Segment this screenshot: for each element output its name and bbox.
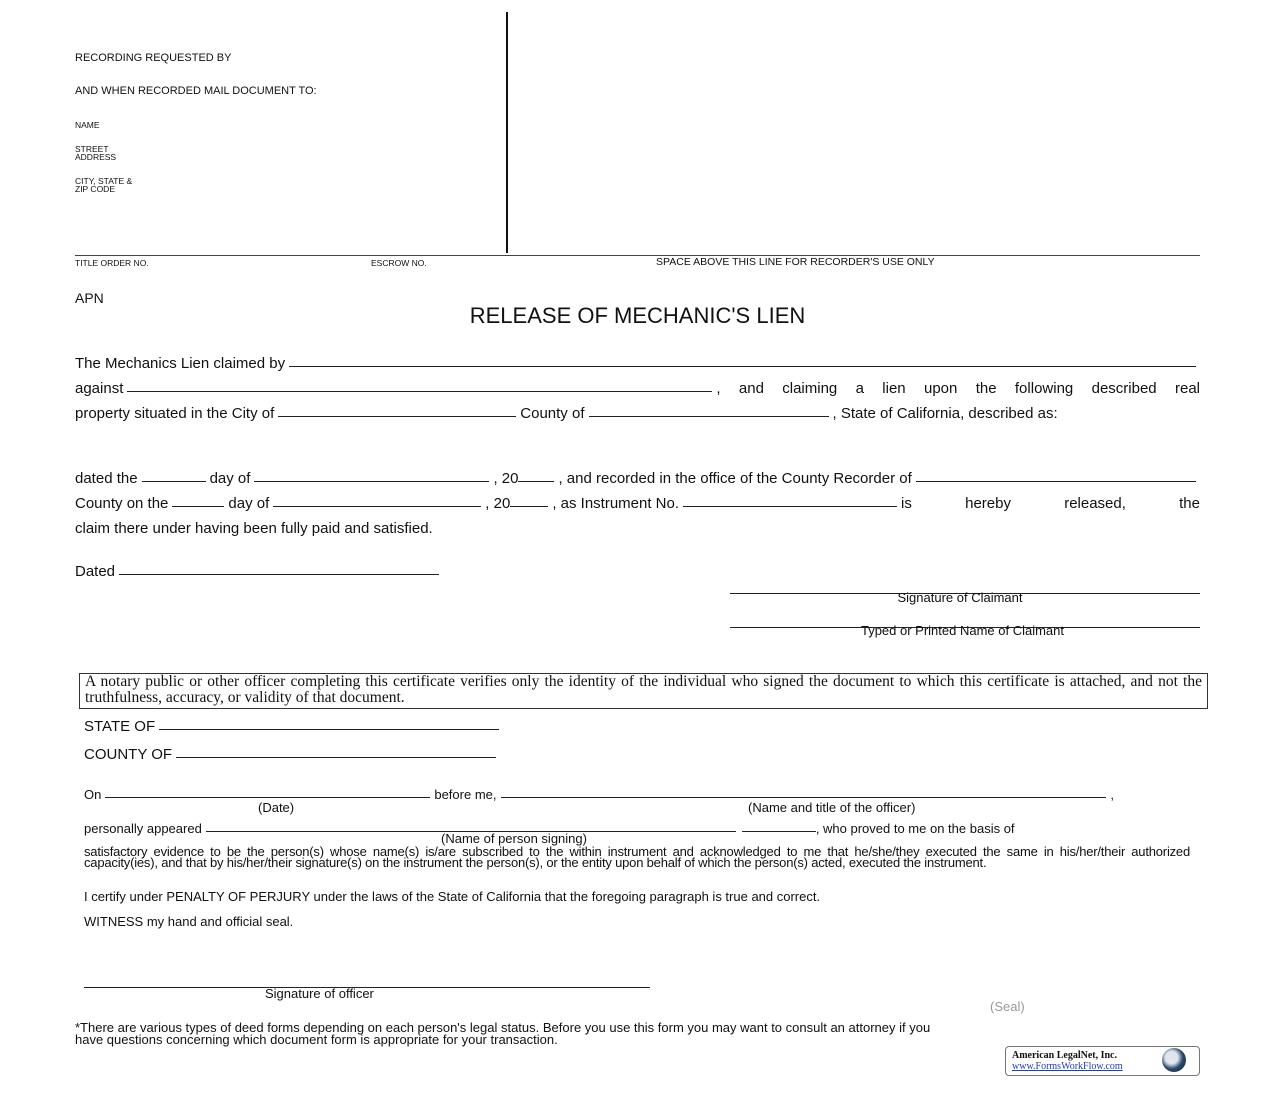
footer-note-2: have questions concerning which document form is appropriate for your transaction.: [75, 1032, 558, 1047]
body-line-2: [75, 380, 1200, 397]
logo-company: American LegalNet, Inc.: [1012, 1050, 1117, 1061]
evidence-paragraph: satisfactory evidence to be the person(s) whose name(s) is/are subscribed to the within instrument and acknowledged to me that he/she/they executed the same in his/her/their authorized capacity(ies), and that by his/her/their signature(s) on the instrument the person(s), or the entity upon behalf of which the person(s) acted, executed the instrument.: [84, 844, 1190, 870]
header-vertical-divider: [506, 12, 508, 253]
seal-label: (Seal): [990, 999, 1025, 1014]
county-on-text: County on the: [75, 495, 169, 512]
dated-the-text: dated the: [75, 470, 138, 487]
officer-blank[interactable]: [501, 796, 1107, 798]
notary-disclaimer-box: A notary public or other officer completing this certificate verifies only the identity of the individual who signed the document to which this certificate is attached, and not the truthfulness, accuracy, or validity of that document.: [79, 673, 1208, 709]
city-blank[interactable]: [278, 415, 516, 417]
recorder-use-label: SPACE ABOVE THIS LINE FOR RECORDER'S USE ONLY: [656, 256, 935, 268]
state-text: , State of California, described as:: [832, 405, 1058, 422]
year-prefix: , 20: [493, 470, 519, 487]
dated-line: [75, 563, 443, 580]
comma: ,: [1110, 787, 1114, 802]
year-blank-2[interactable]: [510, 505, 548, 507]
name-label: NAME: [75, 120, 100, 130]
date-blank[interactable]: [105, 796, 430, 798]
before-me-label: before me,: [434, 787, 497, 802]
day-of-text: day of: [209, 470, 251, 487]
instrument-blank[interactable]: [683, 505, 897, 507]
state-blank[interactable]: [159, 728, 499, 730]
personally-appeared-line: [84, 821, 1114, 836]
title-order-label: TITLE ORDER NO.: [75, 258, 149, 268]
body-line-4: [75, 470, 1200, 487]
claimant-blank[interactable]: [289, 365, 1196, 367]
year-prefix-2: , 20: [485, 495, 511, 512]
county-of-label: COUNTY OF: [84, 746, 173, 763]
county-of-line: [84, 746, 500, 763]
page-title: RELEASE OF MECHANIC'S LIEN: [469, 303, 806, 328]
day-blank[interactable]: [142, 480, 206, 482]
year-blank[interactable]: [518, 480, 554, 482]
mail-to-label: AND WHEN RECORDED MAIL DOCUMENT TO:: [75, 85, 317, 97]
on-date-line: [84, 787, 1114, 802]
day-of-text-2: day of: [228, 495, 270, 512]
signer-label: (Name of person signing): [441, 831, 587, 846]
city-label-2: ZIP CODE: [75, 184, 115, 194]
body-line-5: [75, 495, 1200, 512]
body-line-6: claim there under having been fully paid and satisfied.: [75, 520, 433, 537]
claiming-lien-text: , and claiming a lien upon the following described real: [716, 380, 1200, 397]
globe-icon: [1162, 1048, 1186, 1072]
county-blank[interactable]: [589, 415, 829, 417]
city-label-1: CITY, STATE &: [75, 176, 133, 186]
who-proved-text: , who proved to me on the basis of: [815, 821, 1015, 836]
against-blank[interactable]: [127, 390, 712, 392]
dated-blank[interactable]: [119, 573, 439, 575]
body-line-1: [75, 355, 1200, 372]
typed-name-label: Typed or Printed Name of Claimant: [860, 623, 1065, 638]
county-of-text: County of: [520, 405, 585, 422]
footer-note-1: *There are various types of deed forms depending on each person's legal status. Before you use this form you may want to consult an attorney if you: [75, 1020, 931, 1035]
month-blank[interactable]: [254, 480, 489, 482]
witness-text: WITNESS my hand and official seal.: [84, 914, 294, 929]
city-of-text: property situated in the City of: [75, 405, 275, 422]
recorder-line: [75, 255, 1200, 256]
signer-blank-2[interactable]: [742, 830, 816, 832]
against-text: against: [75, 380, 124, 397]
street-label-1: STREET: [75, 144, 109, 154]
recorded-text: , and recorded in the office of the County Recorder of: [558, 470, 912, 487]
released-text: is hereby released, the: [901, 495, 1200, 512]
instrument-text: , as Instrument No.: [552, 495, 680, 512]
recording-requested-by: RECORDING REQUESTED BY: [75, 52, 232, 64]
certify-text: I certify under PENALTY OF PERJURY under the laws of the State of California that the foregoing paragraph is true and correct.: [84, 889, 821, 904]
dated-label: Dated: [75, 563, 116, 580]
signature-officer-label: Signature of officer: [265, 986, 374, 1001]
personally-appeared-label: personally appeared: [84, 821, 202, 836]
date-label: (Date): [258, 800, 295, 815]
county-of-blank[interactable]: [176, 756, 496, 758]
day-blank-2[interactable]: [172, 505, 224, 507]
logo-url[interactable]: www.FormsWorkFlow.com: [1012, 1061, 1123, 1072]
month-blank-2[interactable]: [273, 505, 481, 507]
signature-claimant-label: Signature of Claimant: [897, 590, 1023, 605]
escrow-label: ESCROW NO.: [371, 258, 427, 268]
lien-claimed-by-text: The Mechanics Lien claimed by: [75, 355, 286, 372]
state-of-line: [84, 718, 503, 735]
on-label: On: [84, 787, 102, 802]
apn-label: APN: [75, 290, 104, 306]
street-label-2: ADDRESS: [75, 152, 117, 162]
officer-label: (Name and title of the officer): [748, 800, 916, 815]
legalnet-logo[interactable]: [1005, 1046, 1200, 1076]
body-line-3: [75, 405, 1200, 422]
recorder-county-blank[interactable]: [916, 480, 1196, 482]
state-of-label: STATE OF: [84, 718, 156, 735]
